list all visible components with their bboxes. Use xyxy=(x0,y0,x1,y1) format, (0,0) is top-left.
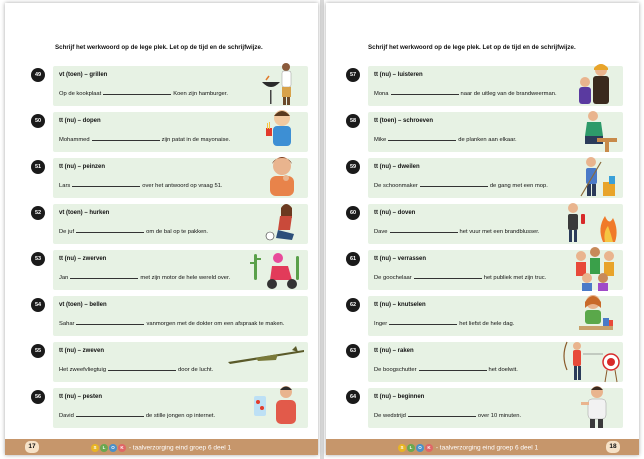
answer-blank[interactable] xyxy=(391,89,459,95)
exercise-64 xyxy=(349,388,623,428)
man-with-phone-icon xyxy=(248,382,304,430)
answer-blank[interactable] xyxy=(408,411,476,417)
sentence xyxy=(59,273,230,281)
sentence xyxy=(374,365,518,373)
brand-letter: S xyxy=(91,444,99,452)
sentence-after: door de lucht. xyxy=(178,367,214,373)
thinking-boy-icon xyxy=(256,152,304,200)
exercise-number: 63 xyxy=(346,344,360,358)
exercise-62 xyxy=(349,296,623,336)
verb-prompt: vt (toen) – bellen xyxy=(59,302,107,308)
glider-icon xyxy=(226,344,306,374)
sentence xyxy=(59,365,213,373)
brand-letter: L xyxy=(100,444,108,452)
answer-blank[interactable] xyxy=(70,273,138,279)
exercise-55 xyxy=(34,342,308,382)
fire-extinguisher-icon xyxy=(563,198,623,246)
exercise-50 xyxy=(34,112,308,152)
exercise-61 xyxy=(349,250,623,290)
scooter-rider-icon xyxy=(248,244,308,292)
answer-blank[interactable] xyxy=(108,365,176,371)
left-page xyxy=(5,3,318,455)
sentence-after: met zijn motor de hele wereld over. xyxy=(140,275,231,281)
verb-prompt: tt (nu) – peinzen xyxy=(59,164,105,170)
right-page xyxy=(326,3,639,455)
barbecue-man-icon xyxy=(256,60,304,108)
verb-prompt: tt (nu) – verrassen xyxy=(374,256,427,262)
page-footer xyxy=(326,439,639,455)
page-number: 18 xyxy=(606,441,620,453)
crouching-woman-icon xyxy=(256,198,304,246)
sentence xyxy=(59,89,228,97)
brand-label xyxy=(398,444,538,452)
book-spine xyxy=(320,0,324,459)
sentence-before: De juf xyxy=(59,229,75,235)
exercise-number: 57 xyxy=(346,68,360,82)
answer-blank[interactable] xyxy=(388,135,456,141)
exercise-number: 62 xyxy=(346,298,360,312)
verb-prompt: tt (nu) – luisteren xyxy=(374,72,423,78)
sentence xyxy=(59,411,215,419)
sentence-after: de planken aan elkaar. xyxy=(458,137,517,143)
sentence-before: Jan xyxy=(59,275,69,281)
brand-label xyxy=(91,444,231,452)
sentence-before: De goochelaar xyxy=(374,275,412,281)
exercise-58 xyxy=(349,112,623,152)
answer-blank[interactable] xyxy=(420,181,488,187)
verb-prompt: vt (toen) – grillen xyxy=(59,72,108,78)
exercise-54 xyxy=(34,296,308,336)
sentence-before: Inger xyxy=(374,321,388,327)
sentence xyxy=(59,135,230,143)
sentence-before: De schoonmaker xyxy=(374,183,418,189)
verb-prompt: tt (nu) – dopen xyxy=(59,118,101,124)
surprised-crowd-icon xyxy=(571,244,619,292)
exercise-49 xyxy=(34,66,308,106)
archer-icon xyxy=(563,336,623,384)
sentence-before: Dave xyxy=(374,229,388,235)
exercise-number: 49 xyxy=(31,68,45,82)
exercise-number: 61 xyxy=(346,252,360,266)
answer-blank[interactable] xyxy=(76,227,144,233)
exercise-51 xyxy=(34,158,308,198)
crafting-girl-icon xyxy=(571,290,619,338)
sentence xyxy=(374,89,557,97)
verb-prompt: tt (nu) – knutselen xyxy=(374,302,426,308)
sentence xyxy=(59,181,223,189)
page-number: 17 xyxy=(25,441,39,453)
answer-blank[interactable] xyxy=(72,181,140,187)
sentence-after: zijn patat in de mayonaise. xyxy=(161,137,231,143)
brand-letter: S xyxy=(398,444,406,452)
exercise-number: 51 xyxy=(31,160,45,174)
answer-blank[interactable] xyxy=(414,273,482,279)
sentence-after: het publiek met zijn truc. xyxy=(483,275,547,281)
sentence-after: Koen zijn hamburger. xyxy=(173,91,229,97)
verb-prompt: tt (nu) – dweilen xyxy=(374,164,420,170)
sentence xyxy=(374,411,521,419)
sentence-after: over 10 minuten. xyxy=(477,413,522,419)
sentence-before: Op de kookplaat xyxy=(59,91,102,97)
sentence-before: Sahar xyxy=(59,321,75,327)
sentence-after: de stille jongen op internet. xyxy=(145,413,216,419)
page-instruction: Schrijf het werkwoord op de lege plek. Let op de tijd en de schrijfwijze. xyxy=(55,44,263,51)
exercise-number: 53 xyxy=(31,252,45,266)
sentence-before: Mohammed xyxy=(59,137,90,143)
sentence-after: om de bal op te pakken. xyxy=(146,229,209,235)
sentence xyxy=(374,181,548,189)
brand-subtitle: - taalverzorging eind groep 6 deel 1 xyxy=(128,444,232,452)
exercise-57 xyxy=(349,66,623,106)
answer-blank[interactable] xyxy=(76,411,144,417)
exercise-number: 59 xyxy=(346,160,360,174)
verb-prompt: vt (toen) – hurken xyxy=(59,210,110,216)
sentence-after: het liefst de hele dag. xyxy=(459,321,515,327)
brand-letter: K xyxy=(118,444,126,452)
verb-prompt: tt (toen) – schroeven xyxy=(374,118,434,124)
sentence-after: vanmorgen met de dokter om een afspraak te maken. xyxy=(146,321,285,327)
verb-prompt: tt (nu) – zweven xyxy=(59,348,105,354)
exercise-53 xyxy=(34,250,308,290)
exercise-number: 60 xyxy=(346,206,360,220)
cleaner-icon xyxy=(571,152,619,200)
sentence xyxy=(374,135,517,143)
sentence xyxy=(374,319,514,327)
sentence-after: het vuur met een brandblusser. xyxy=(459,229,540,235)
exercise-number: 64 xyxy=(346,390,360,404)
verb-prompt: tt (nu) – doven xyxy=(374,210,416,216)
sentence-before: De wedstrijd xyxy=(374,413,406,419)
answer-blank[interactable] xyxy=(92,135,160,141)
carpenter-icon xyxy=(571,106,619,154)
page-footer xyxy=(5,439,318,455)
sentence xyxy=(59,227,208,235)
exercise-63 xyxy=(349,342,623,382)
sentence xyxy=(374,273,546,281)
verb-prompt: tt (nu) – beginnen xyxy=(374,394,425,400)
answer-blank[interactable] xyxy=(390,227,458,233)
exercise-56 xyxy=(34,388,308,428)
referee-icon xyxy=(571,382,619,430)
answer-blank[interactable] xyxy=(419,365,487,371)
sentence-after: over het antwoord op vraag 51. xyxy=(142,183,223,189)
sentence-before: Het zweefvliegtuig xyxy=(59,367,107,373)
sentence xyxy=(374,227,539,235)
exercise-number: 56 xyxy=(31,390,45,404)
exercise-59 xyxy=(349,158,623,198)
exercise-52 xyxy=(34,204,308,244)
sentence xyxy=(59,319,284,327)
brand-letter: L xyxy=(407,444,415,452)
sentence-before: David xyxy=(59,413,74,419)
exercise-number: 58 xyxy=(346,114,360,128)
exercise-60 xyxy=(349,204,623,244)
sentence-before: Lars xyxy=(59,183,71,189)
exercise-number: 54 xyxy=(31,298,45,312)
answer-blank[interactable] xyxy=(389,319,457,325)
verb-prompt: tt (nu) – pesten xyxy=(59,394,102,400)
sentence-before: Mike xyxy=(374,137,387,143)
sentence-after: het doelwit. xyxy=(488,367,518,373)
exercise-number: 52 xyxy=(31,206,45,220)
verb-prompt: tt (nu) – zwerven xyxy=(59,256,107,262)
answer-blank[interactable] xyxy=(103,89,171,95)
brand-letter: O xyxy=(416,444,424,452)
verb-prompt: tt (nu) – raken xyxy=(374,348,414,354)
sentence-after: naar de uitleg van de brandweerman. xyxy=(460,91,557,97)
boy-eating-fries-icon xyxy=(256,106,304,154)
firefighter-icon xyxy=(571,60,619,108)
brand-letter: O xyxy=(109,444,117,452)
page-instruction: Schrijf het werkwoord op de lege plek. Let op de tijd en de schrijfwijze. xyxy=(368,44,576,51)
answer-blank[interactable] xyxy=(76,319,144,325)
sentence-before: Mona xyxy=(374,91,389,97)
exercise-number: 50 xyxy=(31,114,45,128)
brand-letter: K xyxy=(425,444,433,452)
sentence-after: de gang met een mop. xyxy=(489,183,548,189)
brand-subtitle: - taalverzorging eind groep 6 deel 1 xyxy=(435,444,539,452)
exercise-number: 55 xyxy=(31,344,45,358)
sentence-before: De boogschutter xyxy=(374,367,417,373)
